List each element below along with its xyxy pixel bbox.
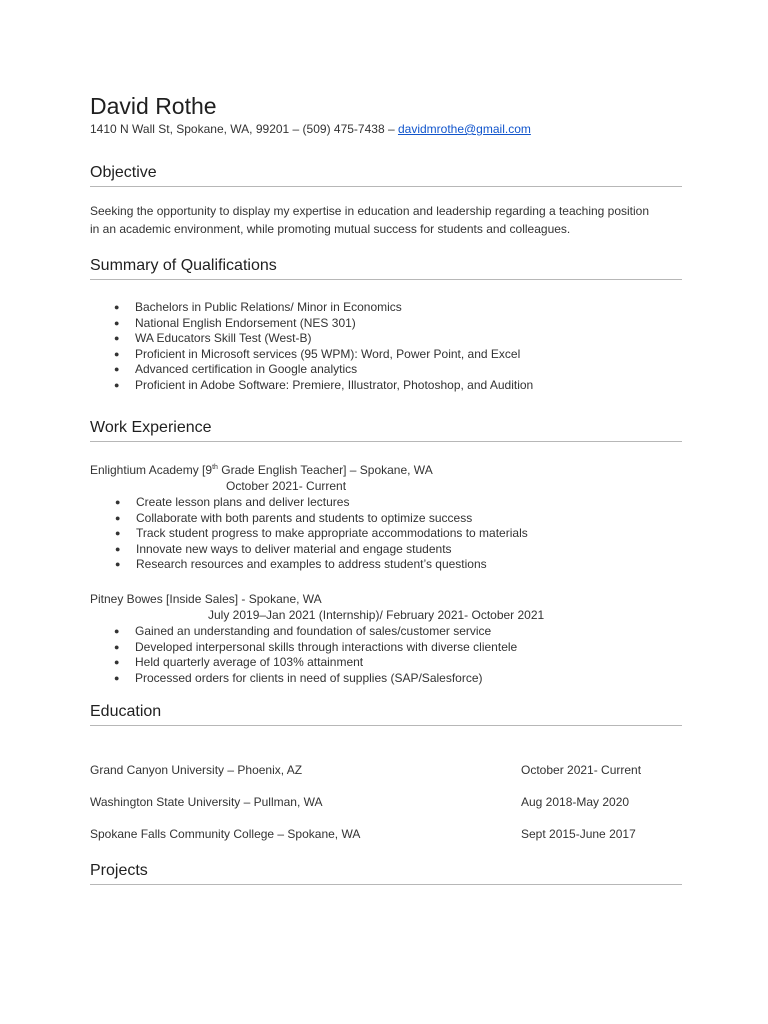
qualifications-list xyxy=(114,300,534,394)
job-duties-list xyxy=(114,624,518,686)
bullet-icon: ● xyxy=(115,512,121,523)
bullet-icon: ● xyxy=(114,657,120,668)
education-heading: Education xyxy=(90,703,682,726)
list-item: ● Processed orders for clients in need of supplies (SAP/Salesforce) xyxy=(114,670,483,685)
job-title: Pitney Bowes [Inside Sales] - Spokane, WA xyxy=(90,592,322,606)
bullet-icon: ● xyxy=(114,364,120,375)
list-item: ● Developed interpersonal skills through interactions with diverse clientele xyxy=(114,639,518,654)
bullet-icon: ● xyxy=(114,626,120,636)
bullet-icon: ● xyxy=(114,317,120,328)
list-item: ● Held quarterly average of 103% attainment xyxy=(114,655,364,670)
education-school: Grand Canyon University – Phoenix, AZ xyxy=(90,763,303,777)
bullet-icon: ● xyxy=(114,641,120,652)
job-dates: October 2021- Current xyxy=(226,479,347,493)
bullet-icon: ● xyxy=(115,543,121,554)
objective-heading: Objective xyxy=(90,164,682,187)
bullet-icon: ● xyxy=(115,497,121,507)
list-item: ● Proficient in Adobe Software: Premiere, Illustrator, Photoshop, and Audition xyxy=(114,377,534,392)
contact-line xyxy=(90,122,531,136)
bullet-icon: ● xyxy=(114,348,120,359)
job-duties-list xyxy=(115,495,528,573)
bullet-icon: ● xyxy=(114,672,120,683)
list-item: ● Research resources and examples to address student’s questions xyxy=(115,557,487,572)
objective-text xyxy=(90,202,682,238)
bullet-icon: ● xyxy=(114,333,120,344)
bullet-icon: ● xyxy=(115,528,121,539)
projects-heading: Projects xyxy=(90,862,682,885)
job-title: Enlightium Academy [9th Grade English Teacher] – Spokane, WA xyxy=(90,463,433,477)
list-item: ● Innovate new ways to deliver material and engage students xyxy=(115,541,452,556)
education-dates: Aug 2018-May 2020 xyxy=(521,795,630,809)
education-school: Spokane Falls Community College – Spokane, WA xyxy=(90,827,361,841)
list-item: ● Bachelors in Public Relations/ Minor in Economics xyxy=(114,300,402,314)
list-item: ● WA Educators Skill Test (West-B) xyxy=(114,331,312,346)
list-item: ● Advanced certification in Google analytics xyxy=(114,362,358,377)
bullet-icon: ● xyxy=(114,302,120,312)
bullet-icon: ● xyxy=(114,379,120,390)
objective-line: in an academic environment, while promoting mutual success for students and colleagues. xyxy=(90,222,571,236)
education-school: Washington State University – Pullman, WA xyxy=(90,795,323,809)
list-item: ● Gained an understanding and foundation of sales/customer service xyxy=(114,624,492,638)
list-item: ● Create lesson plans and deliver lectures xyxy=(115,495,350,509)
list-item: ● Track student progress to make appropriate accommodations to materials xyxy=(115,526,528,541)
objective-line: Seeking the opportunity to display my expertise in education and leadership regarding a teaching position xyxy=(90,204,650,218)
list-item: ● Proficient in Microsoft services (95 WPM): Word, Power Point, and Excel xyxy=(114,346,521,361)
education-dates: October 2021- Current xyxy=(521,763,642,777)
list-item: ● Collaborate with both parents and students to optimize success xyxy=(115,510,473,525)
work-heading: Work Experience xyxy=(90,419,682,442)
contact-address-phone: 1410 N Wall St, Spokane, WA, 99201 – (509) 475-7438 – xyxy=(90,122,398,136)
bullet-icon: ● xyxy=(115,559,121,570)
job-dates: July 2019–Jan 2021 (Internship)/ February 2021- October 2021 xyxy=(208,608,545,622)
list-item: ● National English Endorsement (NES 301) xyxy=(114,315,356,330)
email-link[interactable]: davidmrothe@gmail.com xyxy=(397,122,531,136)
resume-name: David Rothe xyxy=(90,93,217,119)
education-dates: Sept 2015-June 2017 xyxy=(521,827,636,841)
qualifications-heading: Summary of Qualifications xyxy=(90,257,682,280)
